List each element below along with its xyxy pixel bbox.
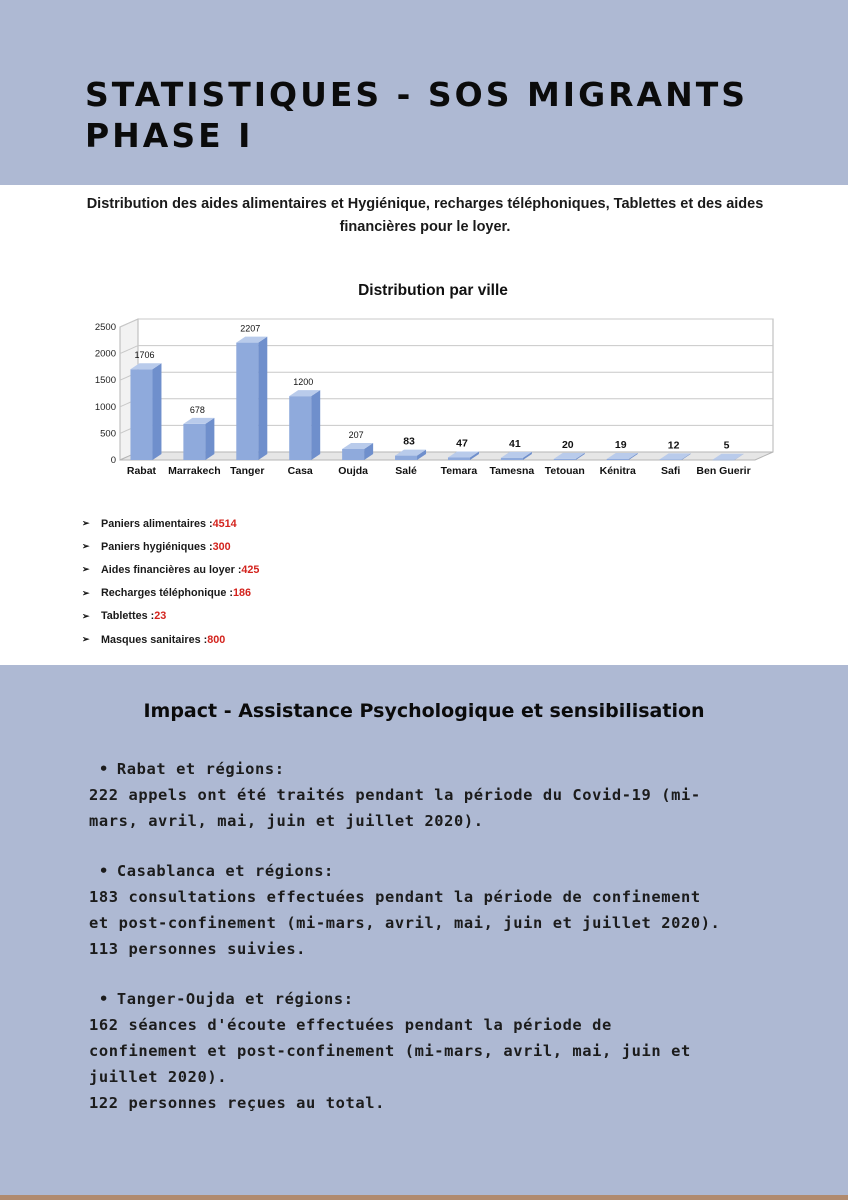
chart-back-wall xyxy=(138,319,773,452)
data-label: 207 xyxy=(348,429,364,440)
stat-label: Recharges téléphonique : xyxy=(101,587,233,600)
data-label: 2207 xyxy=(240,323,261,334)
arrow-bullet-icon: ➢ xyxy=(82,610,90,621)
data-label: 19 xyxy=(614,438,627,451)
region-block-casablanca xyxy=(89,858,769,962)
x-tick-label: Ben Guerir xyxy=(696,465,751,477)
x-tick-label: Tetouan xyxy=(544,465,585,477)
bullet-dot-icon: • xyxy=(99,862,109,880)
x-tick-label: Oujda xyxy=(338,465,369,477)
bar-side xyxy=(258,337,267,460)
arrow-bullet-icon: ➢ xyxy=(82,564,90,575)
footer-divider xyxy=(0,1195,848,1200)
x-tick-label: Tanger xyxy=(230,465,265,477)
arrow-bullet-icon: ➢ xyxy=(82,634,90,645)
page-title-line1: STATISTIQUES - SOS MIGRANTS xyxy=(85,75,748,114)
page-title-line2: PHASE I xyxy=(85,116,254,155)
y-tick-label: 2000 xyxy=(94,348,116,360)
x-tick-label: Temara xyxy=(440,465,478,477)
bar-side xyxy=(205,418,214,460)
bar-front xyxy=(607,459,629,460)
bar-front xyxy=(342,449,364,460)
bar-front xyxy=(289,396,311,460)
region-block-tanger-oujda xyxy=(89,986,769,1116)
stat-label: Paniers hygiéniques : xyxy=(101,540,213,553)
region-text-line: et post-confinement (mi-mars, avril, mai, juin et juillet 2020). xyxy=(89,914,721,932)
stat-item xyxy=(82,582,259,605)
x-tick-label: Marrakech xyxy=(168,465,221,477)
stat-label: Aides financières au loyer : xyxy=(101,563,242,576)
x-tick-label: Tamesna xyxy=(489,465,535,477)
y-tick-label: 2500 xyxy=(94,322,116,333)
bar-side xyxy=(152,363,161,460)
region-text-line: 222 appels ont été traités pendant la période du Covid-19 (mi- xyxy=(89,786,701,804)
section-subtitle xyxy=(60,193,790,239)
bar-front xyxy=(713,460,735,461)
region-block-rabat xyxy=(89,756,769,834)
arrow-bullet-icon: ➢ xyxy=(82,587,90,598)
subtitle-line2: financières pour le loyer. xyxy=(339,219,511,235)
bar-front xyxy=(660,459,682,460)
arrow-bullet-icon: ➢ xyxy=(82,541,90,552)
stat-label: Paniers alimentaires : xyxy=(101,517,213,530)
impact-title: Impact - Assistance Psychologique et sensibilisation xyxy=(143,700,705,722)
data-label: 20 xyxy=(561,438,574,451)
arrow-bullet-icon: ➢ xyxy=(82,518,90,529)
data-label: 678 xyxy=(189,404,205,415)
bar-chart xyxy=(80,310,780,485)
stat-label: Tablettes : xyxy=(101,610,155,623)
x-tick-label: Rabat xyxy=(126,465,157,477)
x-tick-label: Safi xyxy=(660,465,681,477)
bar-front xyxy=(130,369,152,460)
bullet-dot-icon: • xyxy=(99,760,109,778)
stat-label: Masques sanitaires : xyxy=(101,633,208,646)
region-heading xyxy=(89,858,769,884)
data-label: 83 xyxy=(403,435,415,448)
data-label: 5 xyxy=(723,439,730,452)
stat-value: 186 xyxy=(233,587,252,600)
stat-item xyxy=(82,512,259,535)
bar-front xyxy=(395,456,417,460)
region-text-line: 113 personnes suivies. xyxy=(89,940,307,958)
bar-front xyxy=(554,459,576,460)
data-label: 47 xyxy=(456,437,468,450)
region-text-line: 162 séances d'écoute effectuées pendant la période de xyxy=(89,1016,612,1034)
x-tick-label: Casa xyxy=(287,465,313,477)
data-label: 1200 xyxy=(293,377,314,388)
y-tick-label: 0 xyxy=(110,455,116,466)
region-name: Tanger-Oujda et régions: xyxy=(116,990,354,1008)
stat-item xyxy=(82,535,259,558)
y-tick-label: 500 xyxy=(100,428,116,440)
stat-value: 425 xyxy=(241,563,260,576)
stat-value: 4514 xyxy=(212,517,237,530)
region-text-line: mars, avril, mai, juin et juillet 2020). xyxy=(89,812,484,830)
region-heading xyxy=(89,756,769,782)
x-tick-label: Kénitra xyxy=(599,465,636,477)
bar-side xyxy=(311,390,320,460)
data-label: 41 xyxy=(509,437,521,450)
bar-front xyxy=(236,343,258,460)
region-text-line: 183 consultations effectuées pendant la période de confinement xyxy=(89,888,701,906)
y-tick-label: 1000 xyxy=(94,401,116,413)
region-text-line: juillet 2020). xyxy=(89,1068,228,1086)
stat-item xyxy=(82,628,259,651)
chart-title: Distribution par ville xyxy=(358,282,508,299)
x-tick-label: Salé xyxy=(395,465,417,477)
bar-front xyxy=(183,424,205,460)
data-label: 12 xyxy=(667,439,680,452)
region-text-line: confinement et post-confinement (mi-mars, avril, mai, juin et xyxy=(89,1042,691,1060)
subtitle-line1: Distribution des aides alimentaires et Hygiénique, recharges téléphoniques, Tablettes et des aides xyxy=(86,196,764,212)
region-text-line: 122 personnes reçues au total. xyxy=(89,1094,385,1112)
region-heading xyxy=(89,986,769,1012)
bullet-dot-icon: • xyxy=(99,990,109,1008)
bar-front xyxy=(448,457,470,460)
stat-item xyxy=(82,605,259,628)
region-name: Casablanca et régions: xyxy=(116,862,334,880)
stat-item xyxy=(82,558,259,581)
page-title xyxy=(85,74,785,156)
stat-value: 300 xyxy=(212,540,231,553)
region-name: Rabat et régions: xyxy=(116,760,285,778)
stats-list xyxy=(82,512,259,651)
y-tick-label: 1500 xyxy=(94,375,116,387)
stat-value: 23 xyxy=(154,610,167,623)
bar-front xyxy=(501,458,523,460)
stat-value: 800 xyxy=(207,633,226,646)
data-label: 1706 xyxy=(134,350,155,361)
